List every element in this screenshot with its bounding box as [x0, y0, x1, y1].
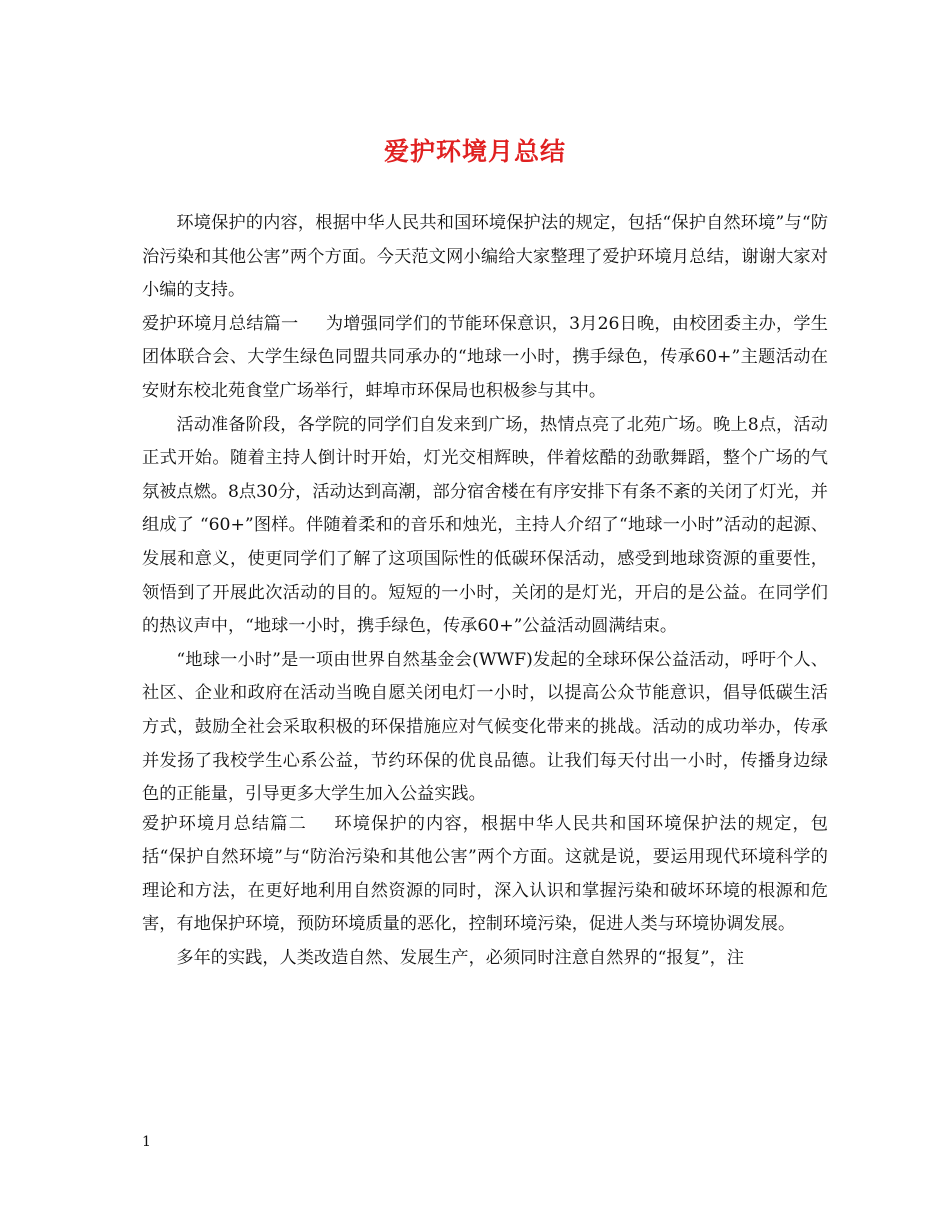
paragraph-activity — [142, 409, 828, 644]
paragraph-text: 环境保护的内容，根据中华人民共和国环境保护法的规定，包括“保护自然环境”与“防治污染和其他公害”两个方面。今天范文网小编给大家整理了爱护环境月总结，谢谢大家对小编的支持。 — [142, 213, 828, 301]
paragraph-earth-hour — [142, 644, 828, 812]
paragraph-text: “地球一小时”是一项由世界自然基金会(WWF)发起的全球环保公益活动，呼吁个人、社区、企业和政府在活动当晚自愿关闭电灯一小时，以提高公众节能意识，倡导低碳生活方式，鼓励全社会采取积极的环保措施应对气候变化带来的挑战。活动的成功举办，传承并发扬了我校学生心系公益，节约环保的优良品德。让我们每天付出一小时，传播身边绿色的正能量，引导更多大学生加入公益实践。 — [142, 649, 828, 805]
page-number: 1 — [142, 1134, 151, 1150]
paragraph-text: 活动准备阶段，各学院的同学们自发来到广场，热情点亮了北苑广场。晚上8点，活动正式开始。随着主持人倒计时开始，灯光交相辉映，伴着炫酷的劲歌舞蹈，整个广场的气氛被点燃。8点30分，活动达到高潮，部分宿舍楼在有序安排下有条不紊的关闭了灯光，并组成了 “60+”图样。伴随着柔和的音乐和烛光，主持人介绍了“地球一小时”活动的起源、发展和意义，使更同学们了解了这项国际性的低碳环保活动，感受到地球资源的重要性，领悟到了开展此次活动的目的。短短的一小时，关闭的是灯光，开启的是公益。在同学们的热议声中，“地球一小时，携手绿色，传承60+”公益活动圆满结束。 — [142, 414, 828, 637]
paragraph-section-two — [142, 808, 828, 942]
section-label: 爱护环境月总结篇一 — [142, 313, 299, 334]
paragraph-intro — [142, 207, 828, 308]
paragraph-text: 为增强同学们的节能环保意识，3月26日晚，由校团委主办，学生团体联合会、大学生绿色同盟共同承办的“地球一小时，携手绿色，传承60+”主题活动在安财东校北苑食堂广场举行，蚌埠市环保局也积极参与其中。 — [142, 313, 828, 401]
document-body — [142, 207, 828, 976]
page-title: 爱护环境月总结 — [383, 137, 566, 166]
paragraph-text: 环境保护的内容，根据中华人民共和国环境保护法的规定，包括“保护自然环境”与“防治污染和其他公害”两个方面。这就是说，要运用现代环境科学的理论和方法，在更好地利用自然资源的同时，深入认识和掌握污染和破坏环境的根源和危害，有地保护环境，预防环境质量的恶化，控制环境污染，促进人类与环境协调发展。 — [142, 813, 828, 935]
paragraph-practice — [142, 942, 828, 976]
paragraph-text: 多年的实践，人类改造自然、发展生产，必须同时注意自然界的“报复”，注 — [176, 948, 744, 969]
section-label: 爱护环境月总结篇二 — [142, 813, 307, 834]
paragraph-section-one — [142, 308, 828, 409]
